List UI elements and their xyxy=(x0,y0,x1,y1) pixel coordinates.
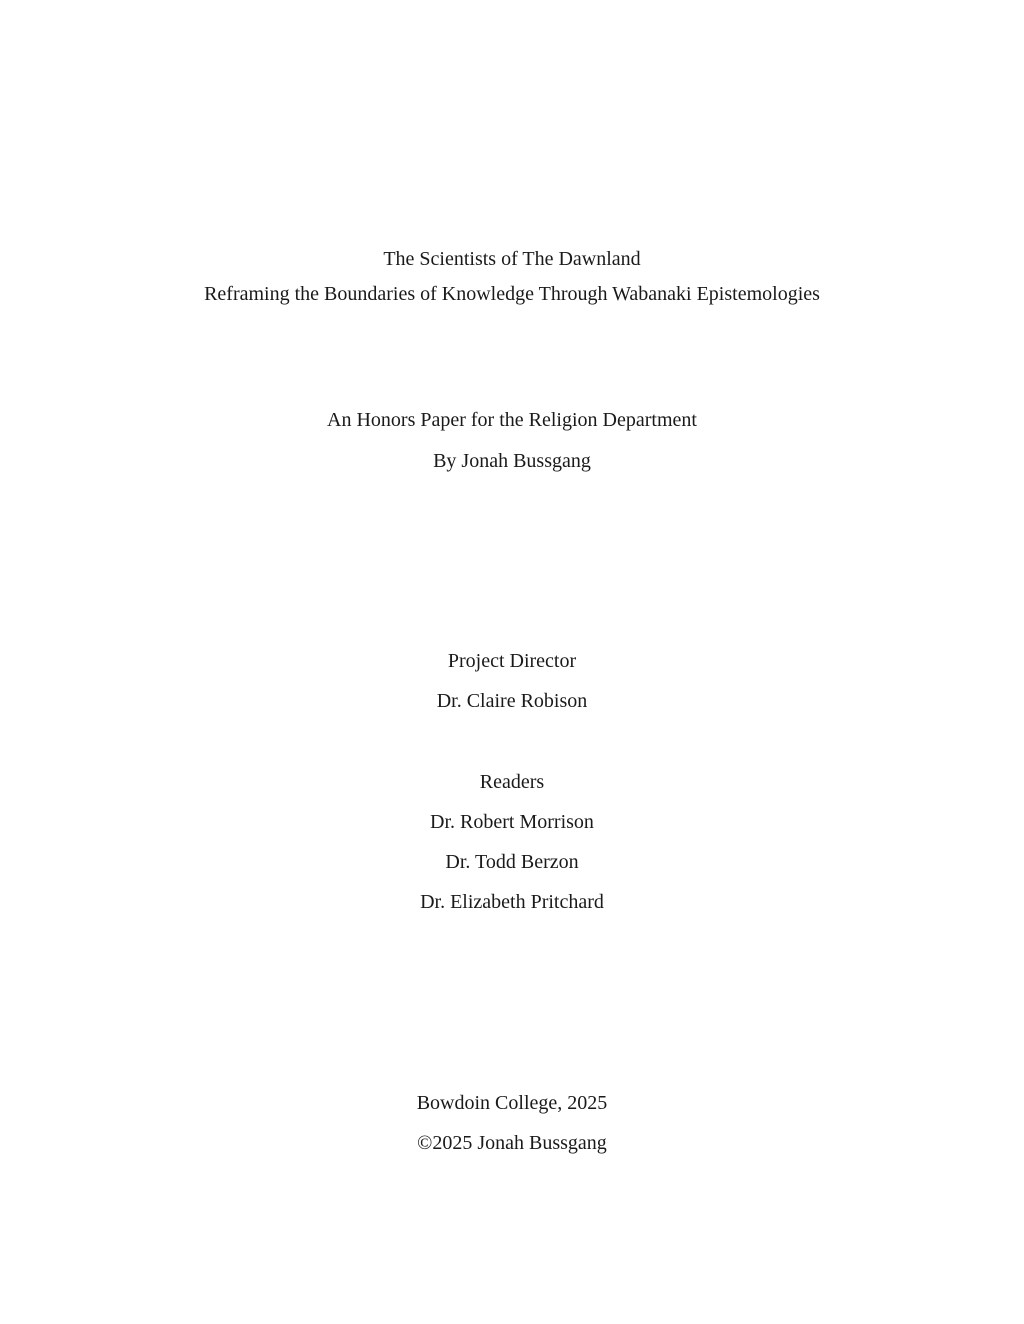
submission-description: An Honors Paper for the Religion Department xyxy=(327,409,697,431)
paper-subtitle: Reframing the Boundaries of Knowledge Through Wabanaki Epistemologies xyxy=(204,283,820,305)
reader-name: Dr. Elizabeth Pritchard xyxy=(420,891,604,913)
reader-name: Dr. Robert Morrison xyxy=(430,811,594,833)
author-line: By Jonah Bussgang xyxy=(433,450,591,472)
reader-name: Dr. Todd Berzon xyxy=(445,851,579,873)
project-director-name: Dr. Claire Robison xyxy=(436,690,588,712)
readers-heading: Readers xyxy=(479,771,545,793)
institution-year: Bowdoin College, 2025 xyxy=(416,1092,608,1114)
project-director-heading: Project Director xyxy=(447,650,577,672)
paper-title: The Scientists of The Dawnland xyxy=(383,248,641,270)
copyright-line: ©2025 Jonah Bussgang xyxy=(417,1132,607,1154)
